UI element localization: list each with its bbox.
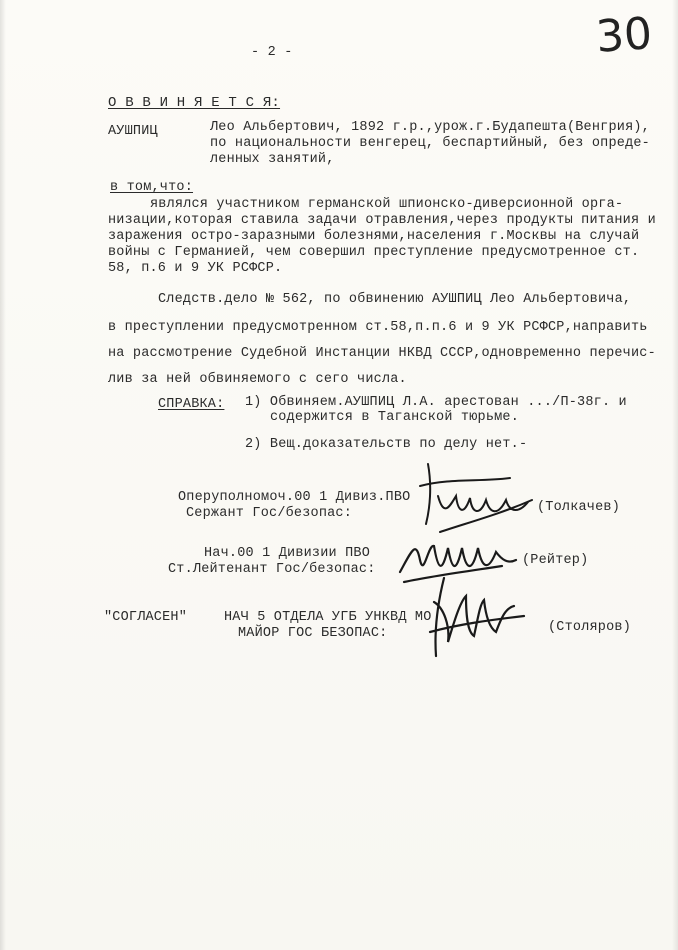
signatory-2-name: (Рейтер)	[522, 553, 589, 568]
signatory-3-rank: МАЙОР ГОС БЕЗОПАС:	[238, 626, 388, 641]
charge-line-4: войны с Германией, чем совершил преступление предусмотренное ст.	[108, 245, 640, 260]
signature-stolyarov	[420, 572, 540, 662]
signatory-3-position: НАЧ 5 ОТДЕЛА УГБ УНКВД МО	[224, 610, 432, 625]
page-right-edge	[672, 0, 678, 950]
agreed-label: "СОГЛАСЕН"	[104, 610, 188, 625]
decision-line-4: лив за ней обвиняемого с сего числа.	[108, 372, 407, 387]
note-item-1: 1) Обвиняем.АУШПИЦ Л.А. арестован .../П-38г. и	[245, 395, 627, 410]
accused-name: АУШПИЦ	[108, 124, 158, 139]
decision-line-2: в преступлении предусмотренном ст.58,п.п.6 и 9 УК РСФСР,направить	[108, 320, 648, 335]
decision-line-3: на рассмотрение Судебной Инстанции НКВД СССР,одновременно перечис-	[108, 346, 656, 361]
page-number: - 2 -	[251, 45, 293, 60]
signatory-1-position: Оперуполномоч.00 1 Дивиз.ПВО	[178, 490, 411, 505]
note-label: СПРАВКА:	[158, 397, 225, 412]
signatory-2-rank: Ст.Лейтенант Гос/безопас:	[168, 562, 376, 577]
note-item-2: 2) Вещ.доказательств по делу нет.-	[245, 437, 528, 452]
note-item-1-cont: содержится в Таганской тюрьме.	[270, 410, 520, 425]
decision-line-1: Следств.дело № 562, по обвинению АУШПИЦ Лео Альбертовича,	[158, 292, 632, 307]
handwritten-sheet-number: 30	[594, 8, 654, 63]
accused-line-3: ленных занятий,	[210, 152, 335, 167]
accused-line-2: по национальности венгерец, беспартийный, без опреде-	[210, 136, 650, 151]
charge-line-3: заражения остро-заразными болезнями,населения г.Москвы на случай	[108, 229, 640, 244]
charge-line-2: низации,которая ставила задачи отравления,через продукты питания и	[108, 213, 656, 228]
charge-line-1: являлся участником германской шпионско-диверсионной орга-	[150, 197, 624, 212]
page-left-edge	[0, 0, 6, 950]
signatory-1-rank: Сержант Гос/безопас:	[186, 506, 353, 521]
accused-line-1: Лео Альбертович, 1892 г.р.,урож.г.Будапешта(Венгрия),	[210, 120, 650, 135]
heading: О В В И Н Я Е Т С Я:	[108, 95, 281, 111]
charge-line-5: 58, п.6 и 9 УК РСФСР.	[108, 261, 283, 276]
signatory-3-name: (Столяров)	[548, 620, 632, 635]
signatory-2-position: Нач.00 1 Дивизии ПВО	[204, 546, 371, 561]
signatory-1-name: (Толкачев)	[537, 500, 621, 515]
in-that-label: в том,что:	[110, 180, 194, 195]
